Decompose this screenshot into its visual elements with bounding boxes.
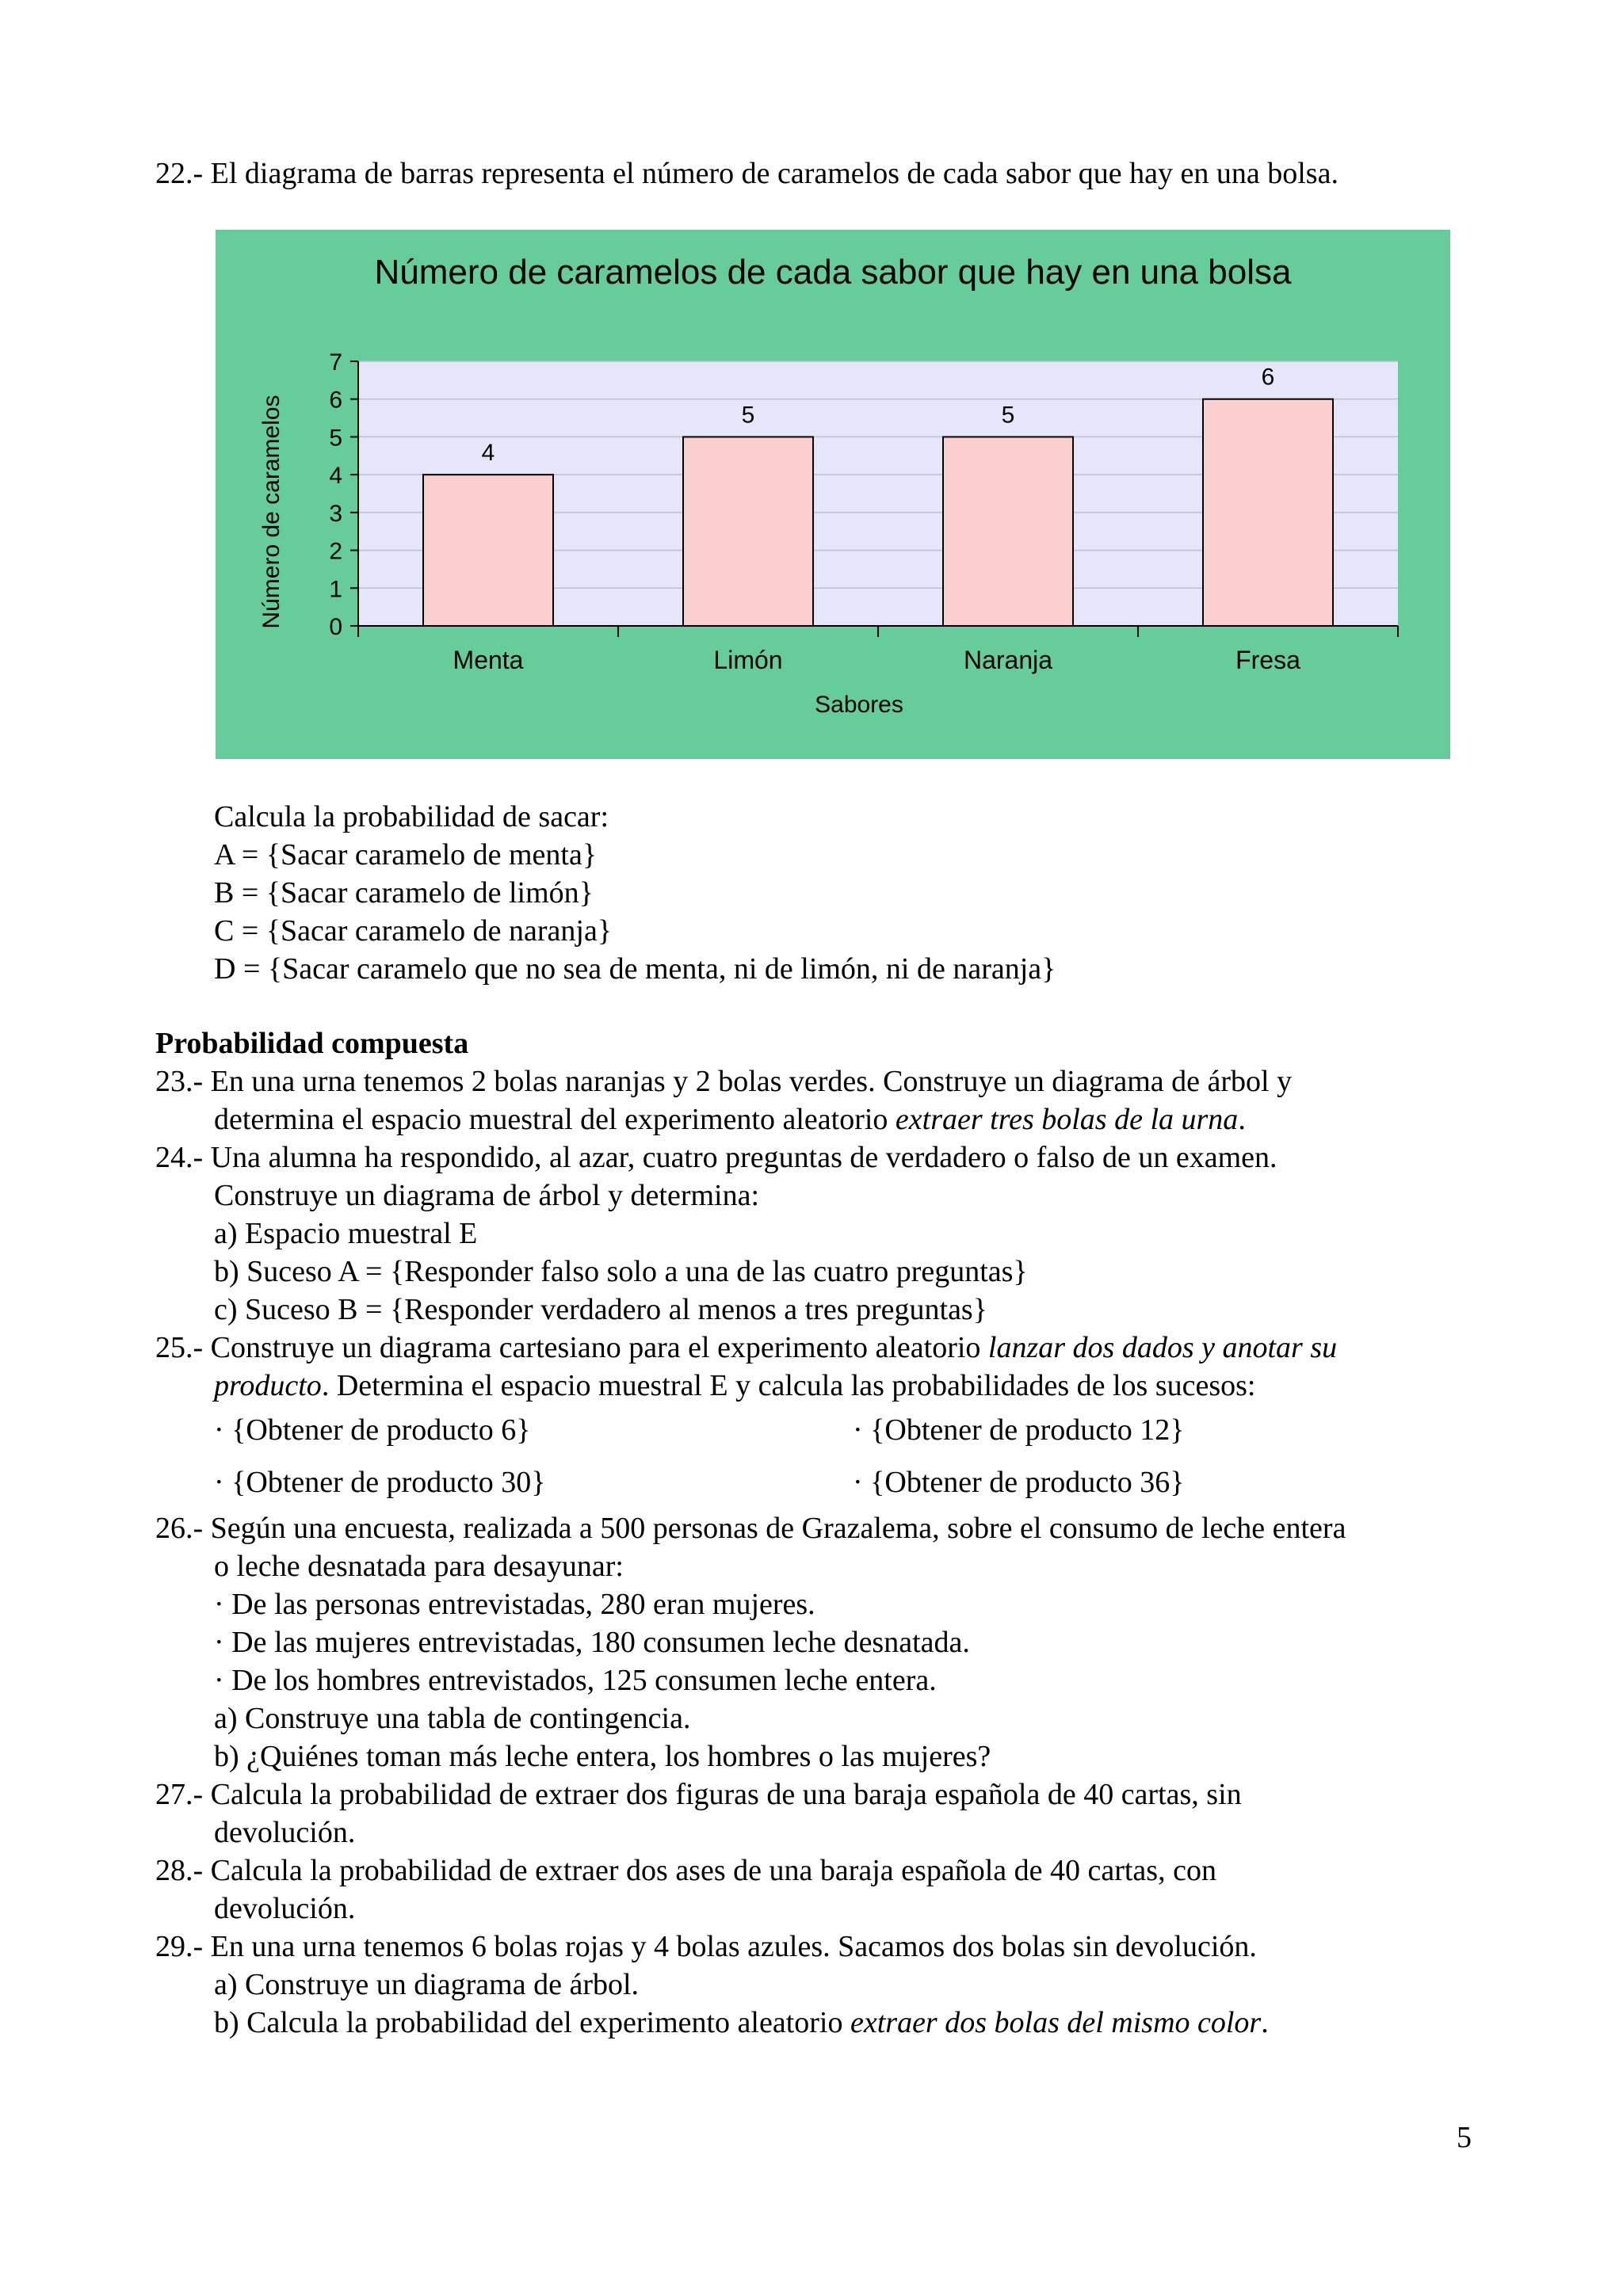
bar-menta	[423, 475, 553, 626]
y-tick-label: 6	[329, 387, 342, 414]
data-label: 4	[481, 440, 495, 467]
problem-25-event-1: · {Obtener de producto 6}	[214, 1413, 531, 1447]
problem-24-line-2: Construye un diagrama de árbol y determina:	[214, 1179, 760, 1212]
text-fragment: .	[1261, 2006, 1269, 2039]
event-c: C = {Sacar caramelo de naranja}	[214, 914, 613, 948]
problem-26-b: b) ¿Quiénes toman más leche entera, los hombres o las mujeres?	[214, 1740, 991, 1773]
data-label: 6	[1261, 364, 1275, 391]
y-tick-label: 0	[329, 614, 342, 640]
problem-24-c: c) Suceso B = {Responder verdadero al menos a tres preguntas}	[214, 1293, 987, 1326]
bar-naranja	[943, 437, 1073, 626]
problem-28-line-1: 28.- Calcula la probabilidad de extraer dos ases de una baraja española de 40 cartas, con	[155, 1854, 1216, 1887]
problem-23-line-2	[214, 1104, 1246, 1135]
bar-fresa	[1203, 399, 1333, 626]
y-tick-label: 3	[329, 500, 342, 527]
data-label: 5	[1001, 402, 1015, 429]
x-tick-label: Naranja	[963, 646, 1053, 674]
x-tick-label: Limón	[713, 646, 783, 674]
text-fragment: .	[1238, 1103, 1246, 1136]
problem-26-bullet-2: · De las mujeres entrevistadas, 180 consumen leche desnatada.	[214, 1626, 970, 1659]
problem-24-line-1: 24.- Una alumna ha respondido, al azar, cuatro preguntas de verdadero o falso de un examen.	[155, 1141, 1277, 1174]
problem-27-line-1: 27.- Calcula la probabilidad de extraer dos figuras de una baraja española de 40 cartas, sin	[155, 1778, 1242, 1811]
event-a: A = {Sacar caramelo de menta}	[214, 838, 598, 871]
text-fragment: b) Calcula la probabilidad del experimento aleatorio	[214, 2006, 850, 2039]
problem-29-line-1: 29.- En una urna tenemos 6 bolas rojas y 4 bolas azules. Sacamos dos bolas sin devolución.	[155, 1930, 1257, 1963]
bar-chart-svg	[216, 230, 1450, 759]
x-tick-label: Fresa	[1235, 646, 1300, 674]
text-fragment: 25.- Construye un diagrama cartesiano para el experimento aleatorio	[155, 1331, 988, 1364]
y-tick-label: 2	[329, 538, 342, 565]
data-label: 5	[741, 402, 755, 429]
x-axis-label: Sabores	[815, 692, 903, 718]
event-d: D = {Sacar caramelo que no sea de menta, ni de limón, ni de naranja}	[214, 952, 1056, 986]
problem-25-event-3: · {Obtener de producto 30}	[214, 1466, 546, 1499]
problem-24-b: b) Suceso A = {Responder falso solo a una de las cuatro preguntas}	[214, 1255, 1028, 1288]
problem-26-line-1: 26.- Según una encuesta, realizada a 500 personas de Grazalema, sobre el consumo de leche entera	[155, 1512, 1346, 1545]
problem-26-bullet-3: · De los hombres entrevistados, 125 consumen leche entera.	[214, 1664, 937, 1697]
bar-limón	[683, 437, 813, 626]
problem-26-bullet-1: · De las personas entrevistadas, 280 eran mujeres.	[214, 1588, 815, 1621]
italic-fragment: extraer tres bolas de la urna	[895, 1103, 1239, 1136]
y-tick-label: 4	[329, 463, 342, 490]
italic-fragment: producto	[214, 1369, 322, 1402]
y-tick-label: 5	[329, 425, 342, 452]
problem-25-line-2	[214, 1371, 1255, 1401]
problem-26-a: a) Construye una tabla de contingencia.	[214, 1702, 691, 1735]
text-fragment: determina el espacio muestral del experimento aleatorio	[214, 1103, 896, 1136]
problem-28-line-2: devolución.	[214, 1892, 356, 1925]
text-fragment: . Determina el espacio muestral E y calcula las probabilidades de los sucesos:	[321, 1369, 1256, 1402]
problem-26-line-2: o leche desnatada para desayunar:	[214, 1550, 624, 1583]
problem-22-statement: 22.- El diagrama de barras representa el número de caramelos de cada sabor que hay en una bolsa.	[155, 157, 1338, 190]
problem-25-event-4: · {Obtener de producto 36}	[853, 1466, 1185, 1499]
problem-24-a: a) Espacio muestral E	[214, 1217, 478, 1250]
page-number: 5	[1457, 2121, 1472, 2154]
italic-fragment: lanzar dos dados y anotar su	[987, 1331, 1338, 1364]
italic-fragment: extraer dos bolas del mismo color	[850, 2006, 1262, 2039]
problem-25-line-1	[155, 1333, 1337, 1363]
event-b: B = {Sacar caramelo de limón}	[214, 876, 594, 910]
problem-27-line-2: devolución.	[214, 1816, 356, 1849]
y-axis-label: Número de caramelos	[258, 395, 285, 629]
problem-23-line-1: 23.- En una urna tenemos 2 bolas naranjas y 2 bolas verdes. Construye un diagrama de árbol y	[155, 1065, 1293, 1098]
problem-29-b	[214, 2008, 1269, 2038]
y-tick-label: 1	[329, 576, 342, 603]
problem-22-prompt: Calcula la probabilidad de sacar:	[214, 800, 609, 833]
bar-chart	[216, 230, 1450, 759]
chart-title: Número de caramelos de cada sabor que hay en una bolsa	[374, 253, 1292, 292]
problem-25-event-2: · {Obtener de producto 12}	[853, 1413, 1185, 1447]
problem-29-a: a) Construye un diagrama de árbol.	[214, 1968, 640, 2001]
section-heading: Probabilidad compuesta	[155, 1027, 469, 1060]
y-tick-label: 7	[329, 349, 342, 376]
x-tick-label: Menta	[453, 646, 524, 674]
